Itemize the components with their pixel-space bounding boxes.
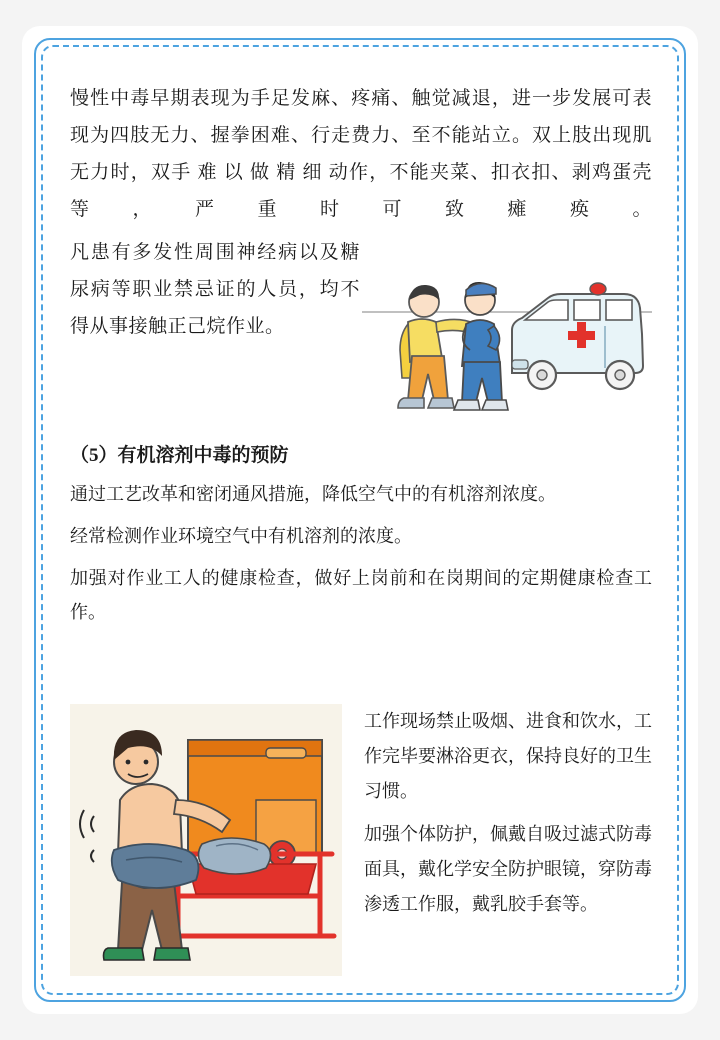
- right-text-column: [364, 704, 652, 930]
- prevention-item-2: 经常检测作业环境空气中有机溶剂的浓度。: [70, 526, 412, 546]
- prevention-item-3: 加强对作业工人的健康检查，做好上岗前和在岗期间的定期健康检查工作。: [70, 568, 652, 622]
- right-column-item-2: 加强个体防护，佩戴自吸过滤式防毒面具，戴化学安全防护眼镜，穿防毒渗透工作服，戴乳胶手套等。: [364, 824, 652, 914]
- worker-rescue-illustration: [70, 704, 342, 976]
- right-column-item-1: 工作现场禁止吸烟、进食和饮水，工作完毕要淋浴更衣，保持良好的卫生习惯。: [364, 711, 652, 801]
- ambulance-rescue-illustration: [362, 238, 652, 430]
- document-content: [70, 80, 652, 970]
- paragraph-chronic-poisoning: 慢性中毒早期表现为手足发麻、疼痛、触觉减退，进一步发展可表现为四肢无力、握拳困难、行走费力、至不能站立。双上肢出现肌无力时，双手 难 以 做 精 细 动作，不能夹菜、扣衣扣、剥鸡蛋壳等，严重时可致瘫痪。: [70, 88, 652, 220]
- prevention-item-1: 通过工艺改革和密闭通风措施，降低空气中的有机溶剂浓度。: [70, 484, 556, 504]
- paragraph-contraindication: 凡患有多发性周围神经病以及糖尿病等职业禁忌证的人员，均不得从事接触正己烷作业。: [70, 242, 360, 337]
- section-heading-prevention: （5）有机溶剂中毒的预防: [70, 445, 289, 466]
